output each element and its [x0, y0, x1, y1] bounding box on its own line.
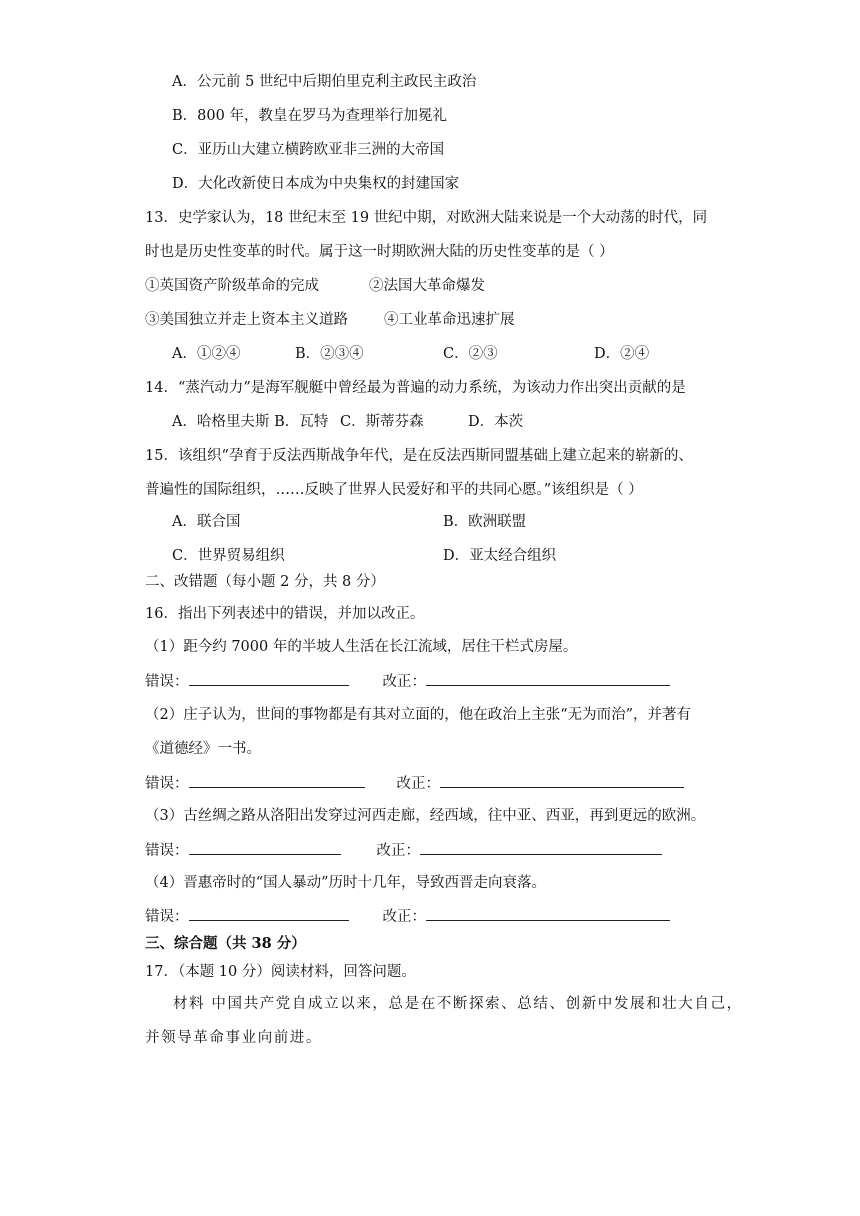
q14-option-d: D．本茨: [468, 414, 524, 430]
q14-option-a-b: A．哈格里夫斯 B．瓦特: [172, 414, 329, 430]
q16-answer-row-2: [145, 773, 684, 794]
q15-option-c: C．世界贸易组织: [172, 548, 285, 564]
q13-item-3: ③美国独立并走上资本主义道路: [145, 312, 348, 328]
q13-item-4: ④工业革命迅速扩展: [384, 312, 515, 328]
fix-label: 改正：: [376, 843, 420, 859]
q16-answer-row-3: [145, 840, 662, 861]
q14-stem: 14．“蒸汽动力”是海军舰艇中曾经最为普遍的动力系统，为该动力作出突出贡献的是: [145, 380, 686, 396]
error-label: 错误：: [145, 674, 189, 690]
q16-statement-1: （1）距今约 7000 年的半坡人生活在长江流域，居住干栏式房屋。: [145, 639, 578, 655]
fix-blank[interactable]: [426, 671, 670, 686]
q16-answer-row-4: [145, 906, 670, 927]
q13-option-c: C．②③: [443, 346, 498, 362]
q12-option-b: B．800 年，教皇在罗马为查理举行加冕礼: [172, 108, 447, 124]
fix-label: 改正：: [396, 776, 440, 792]
section2-heading: 二、改错题（每小题 2 分，共 8 分）: [145, 574, 385, 590]
q17-material-line2: 并领导革命事业向前进。: [145, 1030, 323, 1046]
q15-stem-line2: 普遍性的国际组织，……反映了世界人民爱好和平的共同心愿。”该组织是（ ）: [145, 482, 643, 498]
error-label: 错误：: [145, 843, 189, 859]
q15-option-d: D．亚太经合组织: [443, 548, 557, 564]
q12-option-a: A．公元前 5 世纪中后期伯里克利主政民主政治: [172, 74, 477, 90]
q13-option-d: D．②④: [594, 346, 650, 362]
error-label: 错误：: [145, 909, 189, 925]
q13-stem-line2: 时也是历史性变革的时代。属于这一时期欧洲大陆的历史性变革的是（ ）: [145, 244, 614, 260]
fix-blank[interactable]: [426, 906, 670, 921]
error-blank[interactable]: [189, 773, 365, 788]
q13-item-2: ②法国大革命爆发: [369, 278, 485, 294]
q16-statement-3: （3）古丝绸之路从洛阳出发穿过河西走廊，经西域，往中亚、西亚，再到更远的欧洲。: [145, 808, 706, 824]
section3-heading: 三、综合题（共 38 分）: [145, 935, 306, 952]
q13-item-1: ①英国资产阶级革命的完成: [145, 278, 319, 294]
q15-option-a: A．联合国: [172, 514, 241, 530]
error-label: 错误：: [145, 776, 189, 792]
q16-stem: 16．指出下列表述中的错误，并加以改正。: [145, 606, 425, 622]
q17-stem: 17．（本题 10 分）阅读材料，回答问题。: [145, 964, 416, 980]
q16-answer-row-1: [145, 671, 670, 692]
fix-label: 改正：: [382, 674, 426, 690]
q16-statement-4: （4）晋惠帝时的“国人暴动”历时十几年，导致西晋走向衰落。: [145, 875, 547, 891]
fix-blank[interactable]: [440, 773, 684, 788]
fix-blank[interactable]: [420, 840, 662, 855]
q13-option-a: A．①②④: [172, 346, 241, 362]
q15-option-b: B．欧洲联盟: [443, 514, 527, 530]
q13-option-b: B．②③④: [295, 346, 364, 362]
q12-option-d: D．大化改新使日本成为中央集权的封建国家: [172, 176, 460, 192]
q14-option-c: C．斯蒂芬森: [340, 414, 424, 430]
fix-label: 改正：: [382, 909, 426, 925]
q16-statement-2-line1: （2）庄子认为，世间的事物都是有其对立面的，他在政治上主张“无为而治”，并著有: [145, 707, 692, 723]
q12-option-c: C．亚历山大建立横跨欧亚非三洲的大帝国: [172, 142, 445, 158]
q13-stem-line1: 13．史学家认为，18 世纪末至 19 世纪中期，对欧洲大陆来说是一个大动荡的时代，同: [145, 210, 708, 226]
q17-material-line1: 材料 中国共产党自成立以来，总是在不断探索、总结、创新中发展和壮大自己，: [173, 996, 743, 1012]
error-blank[interactable]: [189, 840, 341, 855]
q15-stem-line1: 15．该组织“孕育于反法西斯战争年代，是在反法西斯同盟基础上建立起来的崭新的、: [145, 448, 693, 464]
error-blank[interactable]: [189, 671, 349, 686]
error-blank[interactable]: [189, 906, 349, 921]
q16-statement-2-line2: 《道德经》一书。: [145, 741, 261, 757]
